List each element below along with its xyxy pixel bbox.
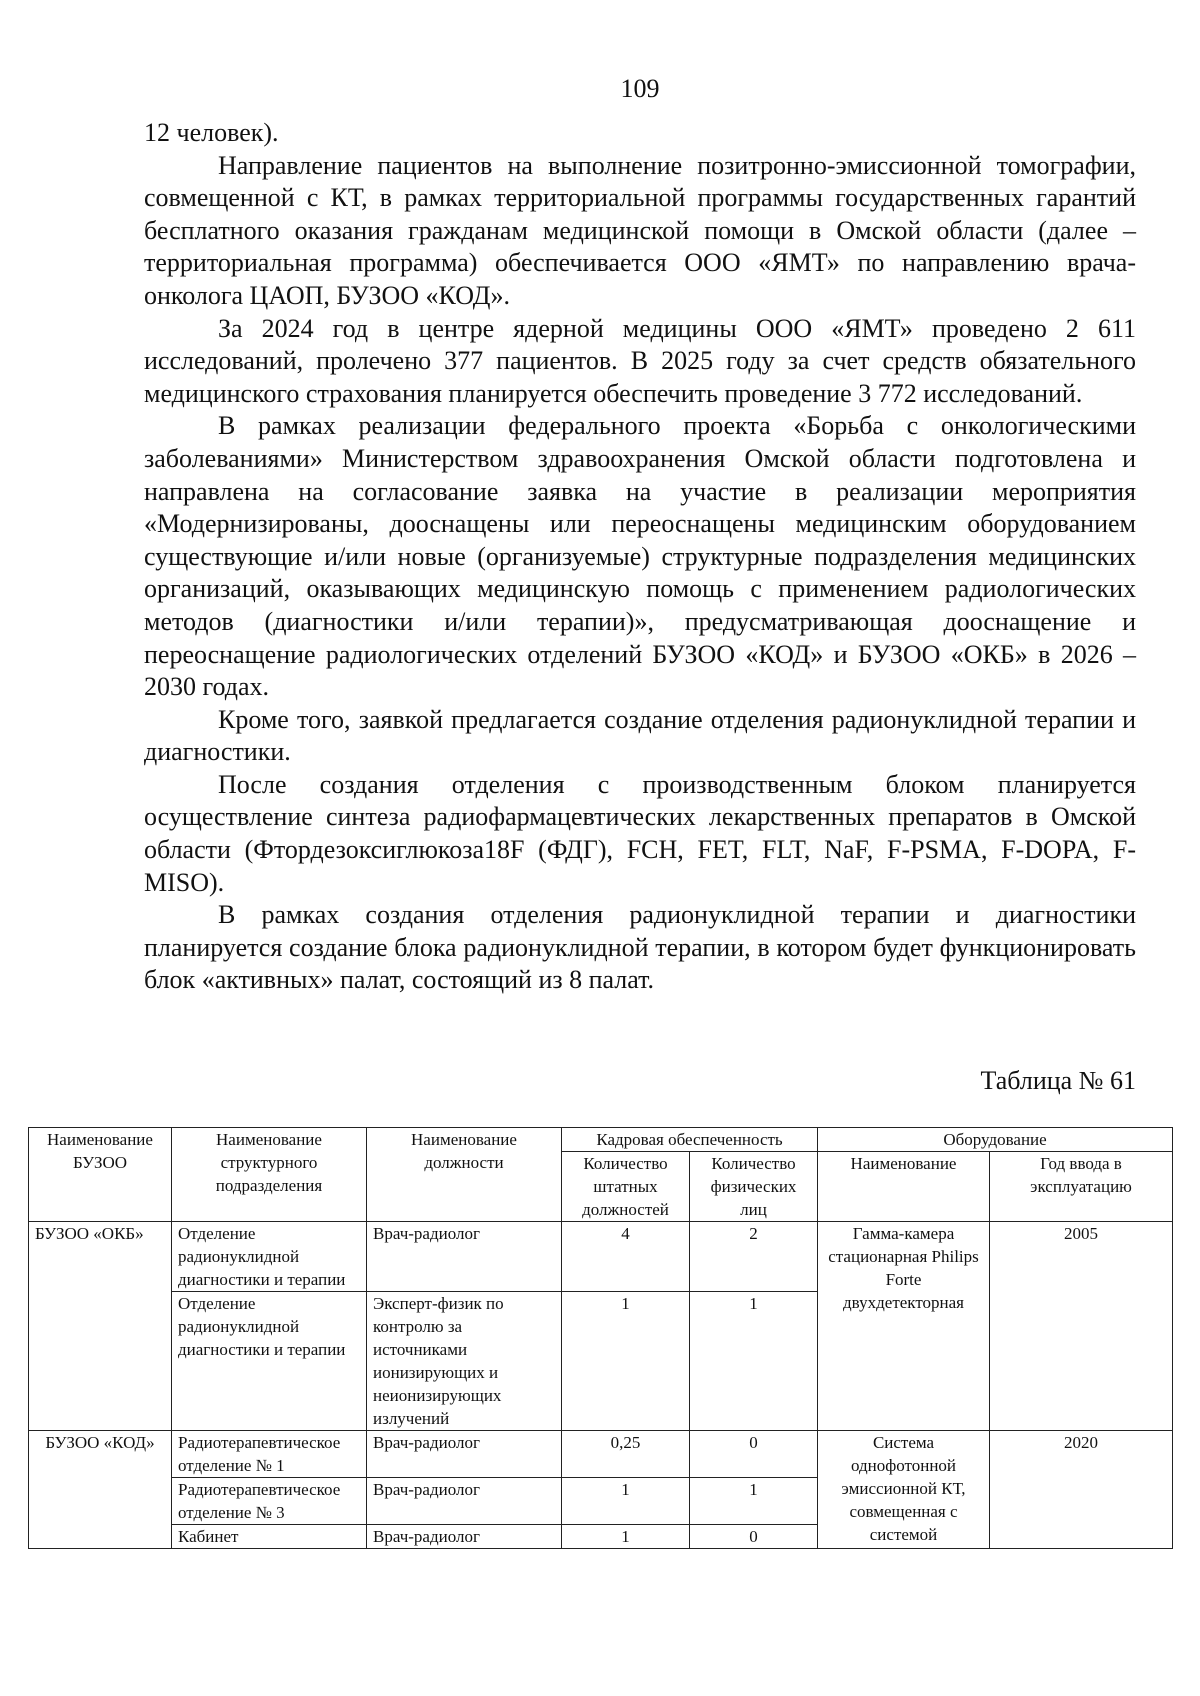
table-row bbox=[29, 1222, 1173, 1292]
cell-position: Врач-радиолог bbox=[367, 1222, 562, 1292]
cell-unit: Отделение радионуклидной диагностики и терапии bbox=[172, 1222, 367, 1292]
cell-positions: 1 bbox=[562, 1292, 690, 1431]
table-caption: Таблица № 61 bbox=[980, 1066, 1136, 1095]
header-staff-persons: Количество физических лиц bbox=[690, 1152, 818, 1222]
cell-position: Эксперт-физик по контролю за источниками ионизирующих и неионизирующих излучений bbox=[367, 1292, 562, 1431]
staffing-table bbox=[28, 1127, 1173, 1549]
paragraph: За 2024 год в центре ядерной медицины ООО «ЯМТ» проведено 2 611 исследований, пролечено 377 пациентов. В 2025 году за счет средств обязательного медицинского страхования планируется обеспечить проведение 3 772 исследований. bbox=[144, 313, 1136, 408]
cell-persons: 0 bbox=[690, 1525, 818, 1549]
cell-unit: Кабинет bbox=[172, 1525, 367, 1549]
header-equipment-year: Год ввода в эксплуатацию bbox=[990, 1152, 1173, 1222]
paragraph: В рамках создания отделения радионуклидной терапии и диагностики планируется создание блока радионуклидной терапии, в котором будет функционировать блок «активных» палат, состоящий из 8 палат. bbox=[144, 900, 1136, 995]
cell-equipment: Система однофотонной эмиссионной КТ, совмещенная с системой bbox=[818, 1431, 990, 1549]
paragraph: Кроме того, заявкой предлагается создание отделения радионуклидной терапии и диагностики. bbox=[144, 704, 1136, 767]
paragraph: 12 человек). bbox=[144, 118, 279, 147]
cell-persons: 1 bbox=[690, 1478, 818, 1525]
cell-positions: 4 bbox=[562, 1222, 690, 1292]
page-number: 109 bbox=[620, 74, 660, 103]
cell-position: Врач-радиолог bbox=[367, 1478, 562, 1525]
cell-year: 2020 bbox=[990, 1431, 1173, 1549]
paragraph: После создания отделения с производственным блоком планируется осуществление синтеза радиофармацевтических лекарственных препаратов в Омской области (Фтордезоксиглюкоза18F (ФДГ), FCH, FET, FLT, NaF, F-PSMA, F-DOPA, F-MISO). bbox=[144, 769, 1136, 897]
cell-unit: Отделение радионуклидной диагностики и терапии bbox=[172, 1292, 367, 1431]
header-equipment-name: Наименование bbox=[818, 1152, 990, 1222]
cell-position: Врач-радиолог bbox=[367, 1431, 562, 1478]
header-unit: Наименование структурного подразделения bbox=[172, 1128, 367, 1222]
cell-persons: 2 bbox=[690, 1222, 818, 1292]
cell-equipment: Гамма-камера стационарная Philips Forte двухдетекторная bbox=[818, 1222, 990, 1431]
cell-org: БУЗОО «ОКБ» bbox=[29, 1222, 172, 1431]
cell-persons: 1 bbox=[690, 1292, 818, 1431]
header-equipment-group: Оборудование bbox=[818, 1128, 1173, 1152]
table-header-row bbox=[29, 1128, 1173, 1152]
cell-org: БУЗОО «КОД» bbox=[29, 1431, 172, 1549]
cell-unit: Радиотерапевтическое отделение № 3 bbox=[172, 1478, 367, 1525]
cell-persons: 0 bbox=[690, 1431, 818, 1478]
paragraph: В рамках реализации федерального проекта «Борьба с онкологическими заболеваниями» Министерством здравоохранения Омской области подготовлена и направлена на согласование заявка на участие в реализации мероприятия «Модернизированы, дооснащены или переоснащены медицинским оборудованием существующие и/или новые (организуемые) структурные подразделения медицинских организаций, оказывающих медицинскую помощь с применением радиологических методов (диагностики и/или терапии)», предусматривающая дооснащение и переоснащение радиологических отделений БУЗОО «КОД» и БУЗОО «ОКБ» в 2026 – 2030 годах. bbox=[144, 411, 1136, 702]
paragraph: Направление пациентов на выполнение позитронно-эмиссионной томографии, совмещенной с КТ, в рамках территориальной программы государственных гарантий бесплатного оказания гражданам медицинской помощи в Омской области (далее – территориальная программа) обеспечивается ООО «ЯМТ» по направлению врача-онколога ЦАОП, БУЗОО «КОД». bbox=[144, 150, 1136, 310]
cell-year: 2005 bbox=[990, 1222, 1173, 1431]
cell-position: Врач-радиолог bbox=[367, 1525, 562, 1549]
cell-positions: 0,25 bbox=[562, 1431, 690, 1478]
header-staff-group: Кадровая обеспеченность bbox=[562, 1128, 818, 1152]
header-staff-positions: Количество штатных должностей bbox=[562, 1152, 690, 1222]
header-org: Наименование БУЗОО bbox=[29, 1128, 172, 1222]
cell-unit: Радиотерапевтическое отделение № 1 bbox=[172, 1431, 367, 1478]
table-row bbox=[29, 1431, 1173, 1478]
cell-positions: 1 bbox=[562, 1525, 690, 1549]
cell-positions: 1 bbox=[562, 1478, 690, 1525]
body-text bbox=[144, 117, 1136, 997]
header-position: Наименование должности bbox=[367, 1128, 562, 1222]
